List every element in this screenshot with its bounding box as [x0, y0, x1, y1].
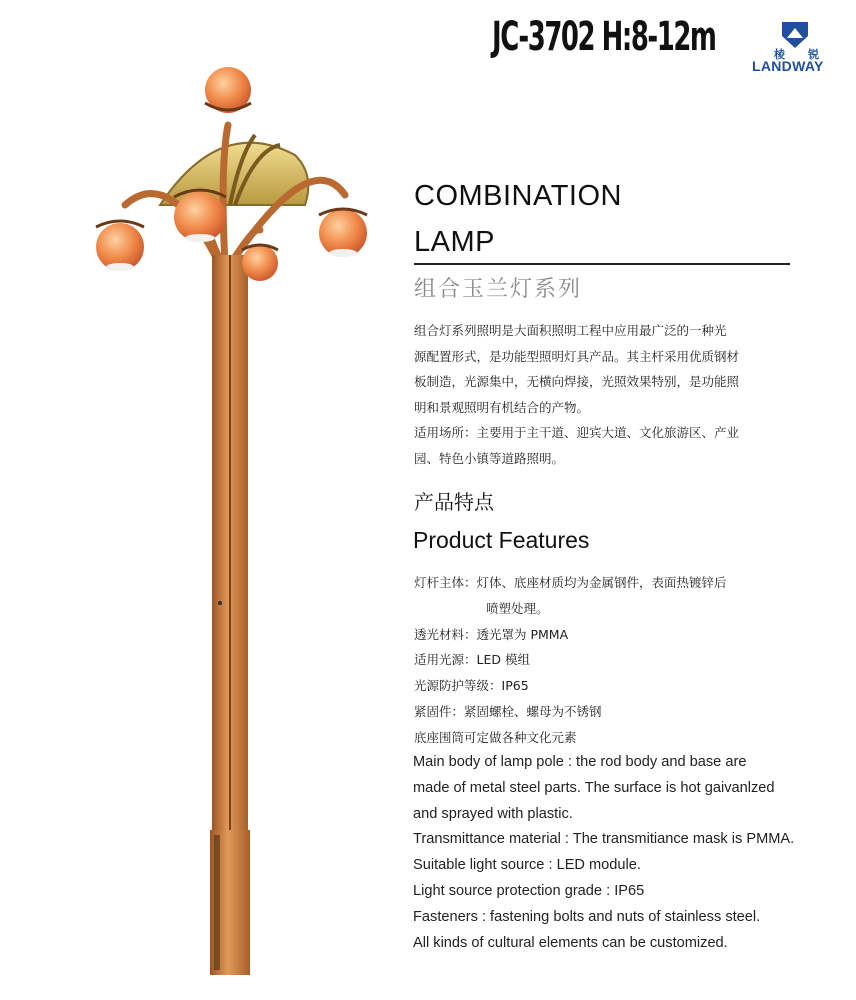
logo-cn-left: 棱 [774, 48, 785, 61]
description-line: 源配置形式，是功能型照明灯具产品。其主杆采用优质钢材 [414, 348, 740, 364]
feature-en-line: Fasteners : fastening bolts and nuts of stainless steel. [413, 908, 761, 925]
description-line: 明和景观照明有机结合的产物。 [414, 399, 590, 415]
feature-value: 透光罩为 PMMA [476, 626, 569, 642]
features-heading-en: Product Features [413, 527, 590, 553]
globe-left [96, 221, 144, 271]
feature-value: LED 模组 [476, 652, 530, 668]
landway-logo-icon [752, 20, 842, 50]
description-line: 适用场所：主要用于主干道、迎宾大道、文化旅游区、产业 [414, 425, 740, 440]
title-divider [414, 263, 790, 265]
title-line-1: COMBINATION [414, 180, 622, 212]
feature-value: 紧固螺栓、螺母为不锈钢 [464, 703, 602, 719]
description-line: 园、特色小镇等道路照明。 [414, 450, 565, 466]
feature-en-line: Main body of lamp pole : the rod body and base are [413, 754, 747, 770]
feature-label: 光源防护等级： [414, 678, 502, 694]
subtitle-cn: 组合玉兰灯系列 [414, 277, 583, 302]
features-en-list [413, 750, 853, 956]
feature-row [414, 725, 844, 751]
feature-en-line: made of metal steel parts. The surface is hot gaivanlzed [413, 779, 775, 796]
description-line: 组合灯系列照明是大面积照明工程中应用最广泛的一种光 [414, 323, 727, 338]
features-heading-cn: 产品特点 [414, 490, 494, 514]
feature-row [414, 570, 844, 596]
feature-row [414, 673, 844, 699]
feature-value: 灯体、底座材质均为金属钢件，表面热镀锌后 [476, 575, 727, 590]
feature-label: 透光材料： [414, 626, 477, 642]
logo-cn-right: 锐 [808, 48, 819, 61]
feature-en-line: All kinds of cultural elements can be customized. [413, 934, 728, 951]
globe-right [319, 209, 367, 257]
feature-value: IP65 [501, 678, 529, 694]
feature-label: 适用光源： [414, 652, 477, 668]
brand-logo [752, 20, 842, 76]
feature-en-line: Transmittance material : The transmitiance mask is PMMA. [413, 831, 795, 848]
feature-value: 喷塑处理。 [486, 600, 549, 616]
model-title: JC-3702 H:8-12m [492, 14, 716, 60]
feature-label: 灯杆主体： [414, 575, 477, 590]
feature-row [414, 622, 844, 648]
description-line: 板制造，光源集中，无横向焊接，光照效果特别，是功能照 [414, 374, 740, 389]
feature-row [414, 647, 844, 673]
feature-value: 底座围筒可定做各种文化元素 [414, 729, 577, 745]
feature-label: 紧固件： [414, 703, 465, 719]
feature-row [414, 596, 844, 622]
feature-en-line: Suitable light source : LED module. [413, 857, 641, 874]
description [414, 318, 814, 471]
feature-en-line: and sprayed with plastic. [413, 805, 573, 822]
feature-row [414, 699, 844, 725]
logo-text: LANDWAY [752, 58, 824, 74]
features-cn-list [414, 570, 844, 751]
title-line-2: LAMP [414, 226, 495, 258]
globe-center-right [242, 245, 278, 281]
feature-en-line: Light source protection grade : IP65 [413, 882, 645, 899]
globe-top [205, 67, 251, 113]
lamp-illustration [80, 55, 400, 980]
